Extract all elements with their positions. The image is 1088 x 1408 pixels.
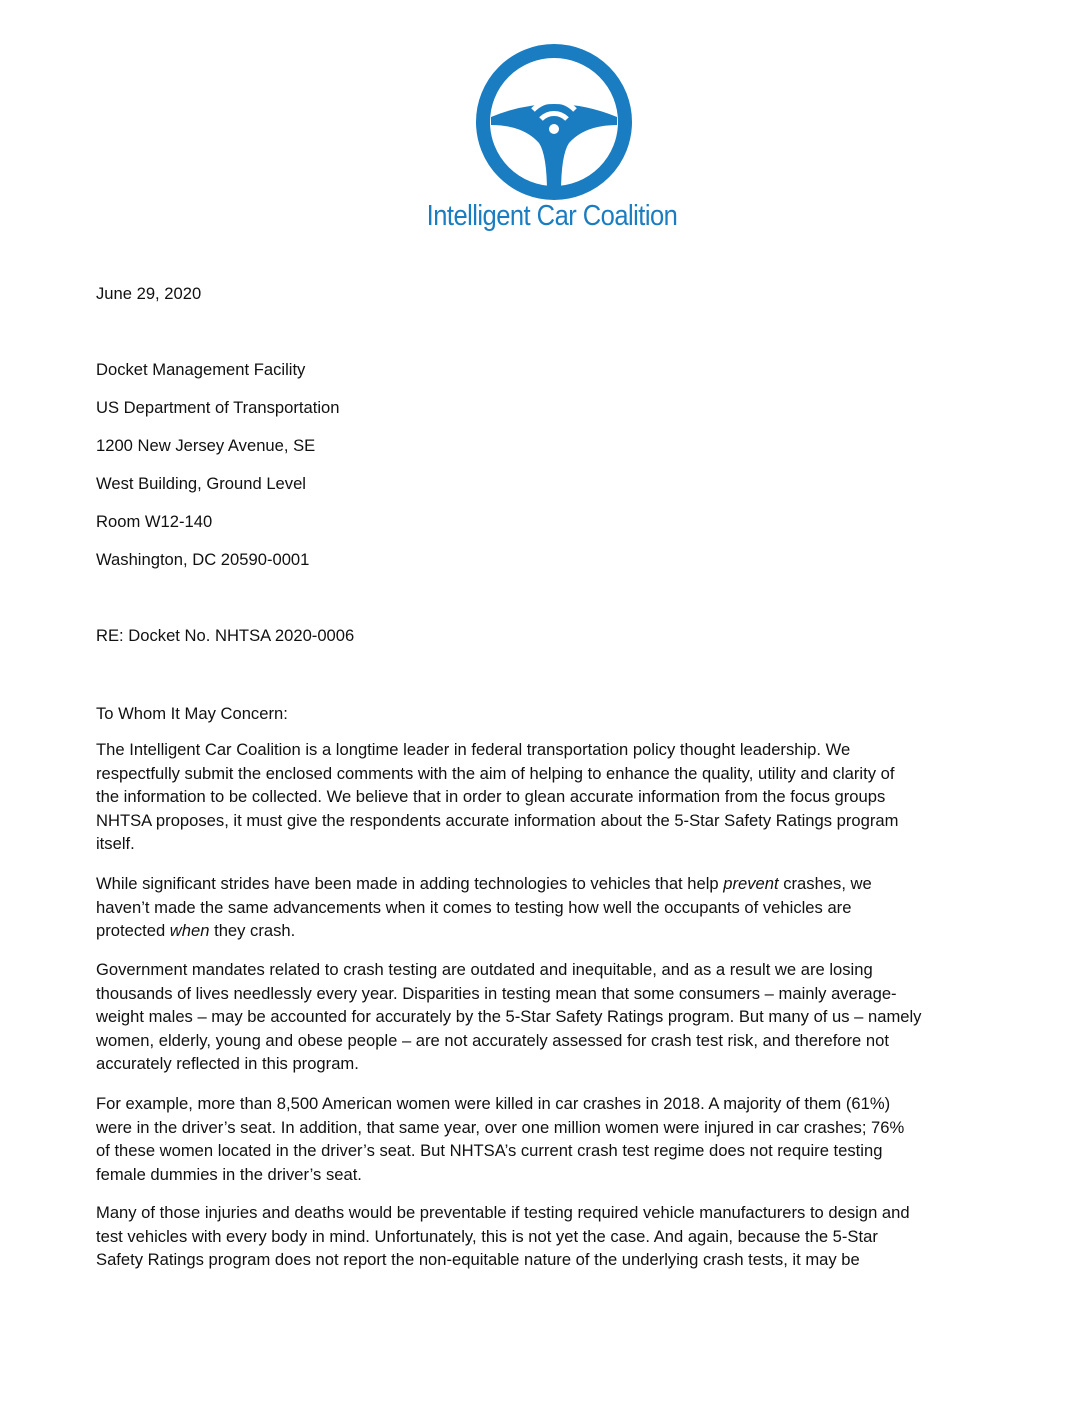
paragraph-line: haven’t made the same advancements when it comes to testing how well the occupants of vehicles are — [96, 897, 852, 917]
paragraph-line: For example, more than 8,500 American women were killed in car crashes in 2018. A majority of them (61%) — [96, 1094, 891, 1113]
paragraph-line: the information to be collected. We believe that in order to glean accurate information from the focus groups — [96, 787, 886, 806]
org-name: Intelligent Car Coalition — [426, 200, 678, 232]
paragraph-line: thousands of lives needlessly every year. Disparities in testing mean that some consumers – mainly average- — [96, 983, 897, 1003]
paragraph-line: While significant strides have been made in adding technologies to vehicles that help prevent crashes, we — [96, 874, 872, 893]
paragraph-line: weight males – may be accounted for accurately by the 5-Star Safety Ratings program. But many of us – namely — [96, 1007, 922, 1026]
paragraph-line: Safety Ratings program does not report the non-equitable nature of the underlying crash tests, it may be — [96, 1250, 860, 1269]
paragraph-line: protected when they crash. — [96, 921, 296, 940]
address-line-4: West Building, Ground Level — [96, 474, 306, 493]
paragraph-line: The Intelligent Car Coalition is a longtime leader in federal transportation policy thought leadership. We — [96, 740, 851, 759]
paragraph-line: respectfully submit the enclosed comments with the aim of helping to enhance the quality, utility and clarity of — [96, 763, 895, 783]
emphasis: when — [169, 921, 210, 940]
salutation: To Whom It May Concern: — [96, 704, 288, 723]
paragraph-3 — [96, 958, 996, 1076]
address-line-1: Docket Management Facility — [96, 360, 306, 379]
address-line-5: Room W12-140 — [96, 512, 213, 531]
paragraph-line: were in the driver’s seat. In addition, that same year, over one million women were injured in car crashes; 76% — [96, 1117, 905, 1137]
paragraph-1 — [96, 738, 996, 856]
letterhead — [0, 0, 1088, 240]
paragraph-4 — [96, 1092, 996, 1186]
paragraph-line: female dummies in the driver’s seat. — [96, 1164, 362, 1184]
paragraph-line: test vehicles with every body in mind. Unfortunately, this is not yet the case. And again, because the 5-Star — [96, 1226, 878, 1246]
re-line: RE: Docket No. NHTSA 2020-0006 — [96, 626, 355, 645]
paragraph-line: NHTSA proposes, it must give the respondents accurate information about the 5-Star Safety Ratings program — [96, 810, 899, 830]
address-line-3: 1200 New Jersey Avenue, SE — [96, 436, 316, 455]
paragraph-line: accurately reflected in this program. — [96, 1054, 359, 1073]
paragraph-2 — [96, 872, 996, 943]
emphasis: prevent — [723, 874, 779, 893]
address-line-6: Washington, DC 20590-0001 — [96, 550, 310, 569]
paragraph-line: Government mandates related to crash testing are outdated and inequitable, and as a result we are losing — [96, 960, 873, 979]
paragraph-line: of these women located in the driver’s seat. But NHTSA’s current crash test regime does not require testing — [96, 1141, 883, 1160]
steering-wheel-wifi-icon — [475, 43, 633, 201]
paragraph-5 — [96, 1201, 996, 1272]
paragraph-line: Many of those injuries and deaths would be preventable if testing required vehicle manufacturers to design and — [96, 1203, 910, 1222]
paragraph-line: women, elderly, young and obese people – are not accurately assessed for crash test risk, and therefore not — [96, 1030, 889, 1050]
address-line-2: US Department of Transportation — [96, 398, 340, 417]
letter-date: June 29, 2020 — [96, 284, 202, 303]
paragraph-line: itself. — [96, 834, 135, 853]
